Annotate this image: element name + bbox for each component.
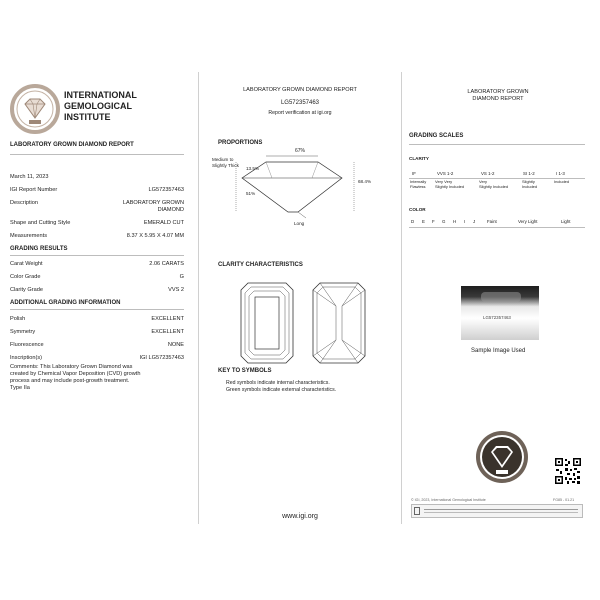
- color-grade-h: H: [453, 219, 457, 224]
- grading-scales-heading: GRADING SCALES: [409, 133, 464, 139]
- clarity-desc-if-line-1: Internally: [410, 179, 427, 184]
- comments-line-3: process and may include post-growth treatment.: [10, 378, 130, 384]
- color-grade-very-light: Very Light: [518, 219, 538, 224]
- clarity-desc-vs: [479, 180, 508, 190]
- culet-label: Long: [294, 221, 305, 226]
- color-grade-f: F: [432, 219, 435, 224]
- rule: [409, 144, 585, 145]
- security-microtext: [424, 509, 578, 510]
- clarity-desc-si-line-1: Slightly: [522, 179, 535, 184]
- emerald-cut-top-view: [240, 282, 294, 364]
- clarity-scale-label: CLARITY: [409, 156, 429, 161]
- comments-line-4: Type IIa: [10, 385, 30, 391]
- security-strip: [411, 504, 583, 518]
- sample-sheen: [481, 292, 521, 302]
- girdle-label-line-1: Medium to: [212, 157, 234, 162]
- form-code: FG85 - 01.21: [553, 498, 575, 502]
- clarity-grade-vs: VS 1-2: [481, 171, 495, 176]
- color-grade-i: I: [464, 219, 466, 224]
- security-microtext: [424, 512, 578, 513]
- panel-divider-right: [401, 72, 402, 524]
- right-heading: [403, 89, 593, 103]
- report-verification: Report verification at igi.org: [268, 110, 332, 116]
- clarity-desc-vvs-line-1: Very Very: [435, 179, 453, 184]
- clarity-grade-if: IF: [412, 171, 416, 176]
- org-title-line-3: INSTITUTE: [64, 112, 111, 122]
- middle-panel: [200, 70, 400, 525]
- rule: [10, 309, 184, 310]
- clarity-characteristics-heading: CLARITY CHARACTERISTICS: [218, 262, 303, 268]
- key-line-1: Red symbols indicate internal characteristics.: [226, 380, 330, 386]
- qr-code[interactable]: [554, 457, 582, 485]
- rule: [10, 154, 184, 155]
- clarity-desc-vs-line-2: Slightly Included: [479, 183, 509, 189]
- footer-url[interactable]: www.igi.org: [282, 513, 318, 520]
- igi-seal-stamp: [475, 430, 529, 484]
- key-line-2: Green symbols indicate external characteristics.: [226, 386, 337, 393]
- clarity-desc-si: [522, 180, 537, 190]
- depth-percent: 68.4%: [358, 179, 372, 184]
- clarity-desc-vvs-line-2: Slightly Included: [435, 183, 465, 189]
- sample-caption: Sample Image Used: [471, 348, 526, 354]
- copyright: © IGI, 2023, International Gemological Institute: [411, 498, 486, 502]
- right-heading-line-2: DIAMOND REPORT: [472, 96, 524, 102]
- sample-inscription: LG572357463: [483, 315, 511, 320]
- middle-heading: LABORATORY GROWN DIAMOND REPORT: [243, 87, 357, 93]
- key-lines: [226, 380, 336, 393]
- girdle-label: [212, 157, 239, 168]
- color-scale-label: COLOR: [409, 207, 426, 212]
- clarity-desc-i-line-1: Included: [554, 179, 570, 184]
- key-to-symbols-heading: KEY TO SYMBOLS: [218, 368, 272, 374]
- org-title: [64, 90, 137, 123]
- sample-girdle-image: [461, 286, 539, 340]
- color-grade-e: E: [422, 219, 425, 224]
- left-panel: INTERNATIONAL GEMOLOGICAL INSTITUTE LABORATORY GROWN DIAMOND REPORT March 11, 2023 IGI Report Number LG572357463 Description LABORATORY GROWN DIAMOND Shape and Cutting Style EMERALD CUT Measurements 8.37 X 5.95 X 4.07 MM GRADING RESULTS Carat Weight 2.06 CARATS Color Grade G Clarity Grade VVS 2 ADDITIONAL GRADING INFORMATION Polish EXCELLENT Symmetry EXCELLENT Fluorescence NONE Inscription(s) IGI LG572357463 Comments: This Laboratory Grown Diamond was created by Chemical Vapor Deposition (CVD) growth process and may include post-growth treatment. Type IIa: [0, 70, 196, 525]
- proportions-heading: PROPORTIONS: [218, 140, 263, 146]
- org-title-line-1: INTERNATIONAL: [64, 90, 137, 100]
- color-grade-j: J: [473, 219, 476, 224]
- igi-seal-logo: [10, 84, 60, 134]
- clarity-grade-i: I 1-3: [556, 171, 565, 176]
- report-date: March 11, 2023: [10, 174, 49, 180]
- report-heading: LABORATORY GROWN DIAMOND REPORT: [10, 142, 134, 148]
- security-strip-icon: [414, 507, 420, 515]
- clarity-desc-si-line-2: Included: [522, 183, 538, 189]
- additional-grading-heading: ADDITIONAL GRADING INFORMATION: [10, 300, 121, 306]
- table-percent: 67%: [295, 148, 306, 154]
- org-title-line-2: GEMOLOGICAL: [64, 101, 132, 111]
- crown-percent: 13.5%: [246, 166, 260, 171]
- clarity-desc-vs-line-1: Very: [479, 179, 488, 184]
- girdle-label-line-2: Slightly Thick: [212, 162, 239, 168]
- grading-results-heading: GRADING RESULTS: [10, 246, 68, 252]
- middle-report-number: LG572357463: [280, 100, 320, 106]
- clarity-desc-if: [410, 180, 426, 190]
- comments-line-1: Comments: This Laboratory Grown Diamond was: [10, 364, 133, 370]
- color-grade-light: Light: [561, 219, 571, 224]
- rule: [409, 227, 585, 228]
- color-grade-g: G: [442, 219, 446, 224]
- comments-line-2: created by Chemical Vapor Deposition (CVD) growth: [10, 371, 141, 377]
- clarity-desc-vvs: [435, 180, 464, 190]
- pavilion-percent: 51%: [246, 191, 256, 196]
- panel-divider-left: [198, 72, 199, 524]
- clarity-grade-vvs: VVS 1-2: [437, 171, 454, 176]
- clarity-grade-si: SI 1-2: [523, 171, 535, 176]
- clarity-desc-i: [554, 180, 569, 185]
- right-heading-line-1: LABORATORY GROWN: [467, 89, 529, 95]
- comments: [10, 364, 186, 392]
- color-grade-faint: Faint: [487, 219, 497, 224]
- clarity-desc-if-line-2: Flawless: [410, 183, 426, 189]
- emerald-cut-pavilion-view: [312, 282, 366, 364]
- rule: [10, 255, 184, 256]
- right-panel: [403, 70, 593, 525]
- color-grade-d: D: [411, 219, 415, 224]
